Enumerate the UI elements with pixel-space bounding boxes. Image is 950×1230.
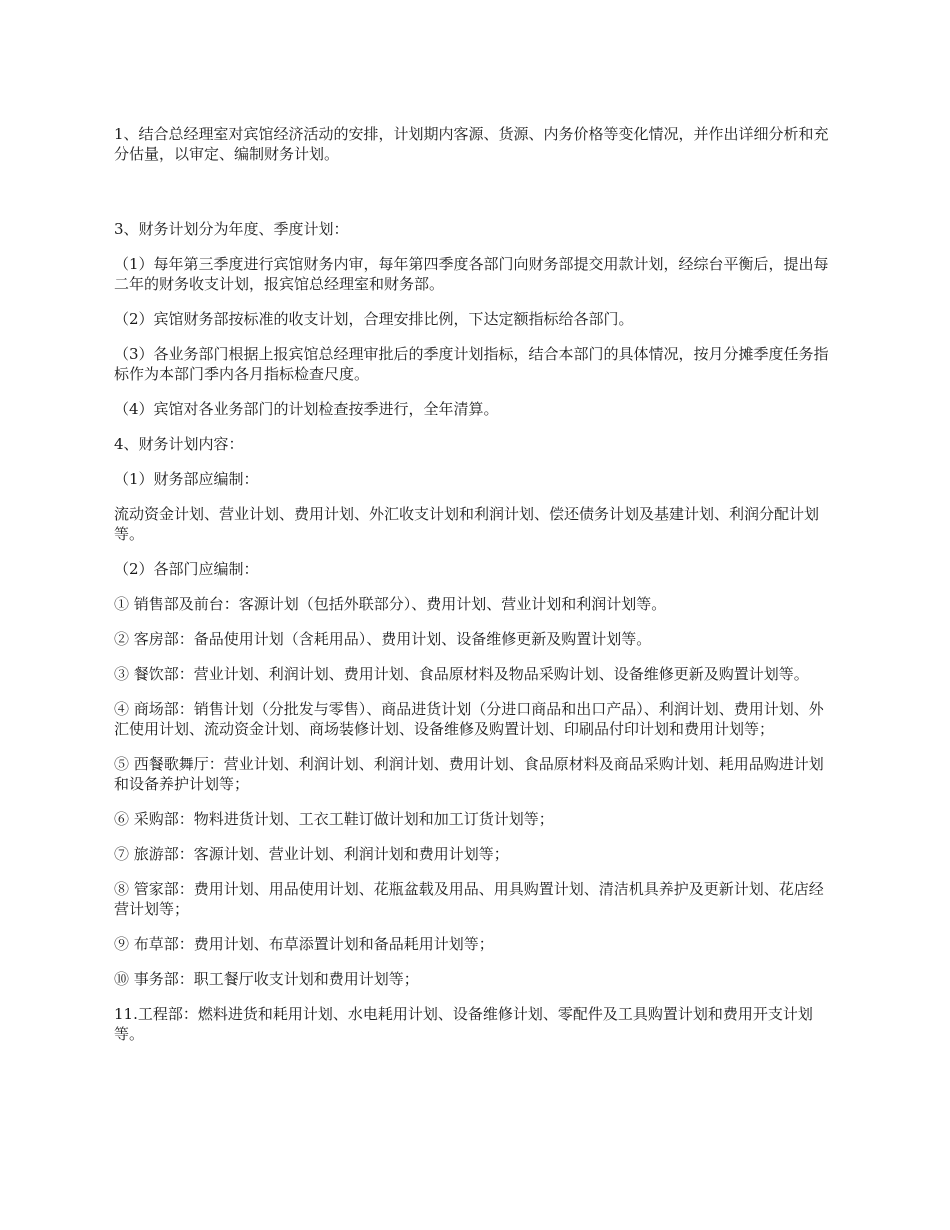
paragraph-3-2: （2）宾馆财务部按标准的收支计划，合理安排比例，下达定额指标给各部门。: [114, 310, 634, 328]
paragraph-4-2-heading: （2）各部门应编制：: [114, 560, 259, 578]
list-item-purchasing: ⑥ 采购部：物料进货计划、工衣工鞋订做计划和加工订货计划等；: [114, 810, 554, 828]
list-item-housekeeping: ② 客房部：备品使用计划（含耗用品）、费用计划、设备维修更新及购置计划等。: [114, 630, 652, 648]
list-item-steward: ⑧ 管家部：费用计划、用品使用计划、花瓶盆载及用品、用具购置计划、清洁机具养护及更新计划、花店经营计划等；: [114, 880, 824, 918]
paragraph-4-1-heading: （1）财务部应编制：: [114, 470, 259, 488]
list-item-mall: ④ 商场部：销售计划（分批发与零售）、商品进货计划（分进口商品和出口产品）、利润计划、费用计划、外汇使用计划、流动资金计划、商场装修计划、设备维修及购置计划、印刷品付印计划和费用计划等；: [114, 700, 824, 738]
list-item-catering: ③ 餐饮部：营业计划、利润计划、费用计划、食品原材料及物品采购计划、设备维修更新及购置计划等。: [114, 665, 809, 683]
paragraph-section-3-heading: 3、财务计划分为年度、季度计划：: [114, 220, 349, 238]
list-item-affairs: ⑩ 事务部：职工餐厅收支计划和费用计划等；: [114, 970, 419, 988]
list-item-western-dance-hall: ⑤ 西餐歌舞厅：营业计划、利润计划、利润计划、费用计划、食品原材料及商品采购计划、耗用品购进计划和设备养护计划等；: [114, 755, 824, 793]
list-item-tourism: ⑦ 旅游部：客源计划、营业计划、利润计划和费用计划等；: [114, 845, 509, 863]
paragraph-4-1-content: 流动资金计划、营业计划、费用计划、外汇收支计划和利润计划、偿还债务计划及基建计划、利润分配计划等。: [114, 505, 820, 543]
paragraph-3-3: （3）各业务部门根据上报宾馆总经理审批后的季度计划指标，结合本部门的具体情况，按月分摊季度任务指标作为本部门季内各月指标检查尺度。: [114, 345, 829, 383]
paragraph-3-4: （4）宾馆对各业务部门的计划检查按季进行，全年清算。: [114, 400, 499, 418]
list-item-linen: ⑨ 布草部：费用计划、布草添置计划和备品耗用计划等；: [114, 935, 494, 953]
list-item-engineering: 11.工程部：燃料进货和耗用计划、水电耗用计划、设备维修计划、零配件及工具购置计划和费用开支计划等。: [114, 1005, 813, 1043]
paragraph-1: 1、结合总经理室对宾馆经济活动的安排，计划期内客源、货源、内务价格等变化情况，并作出详细分析和充分估量，以审定、编制财务计划。: [114, 125, 829, 163]
paragraph-3-1: （1）每年第三季度进行宾馆财务内审，每年第四季度各部门向财务部提交用款计划，经综台平衡后，提出每二年的财务收支计划，报宾馆总经理室和财务部。: [114, 255, 829, 293]
paragraph-section-4-heading: 4、财务计划内容：: [114, 435, 244, 453]
list-item-sales: ① 销售部及前台：客源计划（包括外联部分）、费用计划、营业计划和利润计划等。: [114, 595, 667, 613]
document-body: [114, 124, 838, 1059]
